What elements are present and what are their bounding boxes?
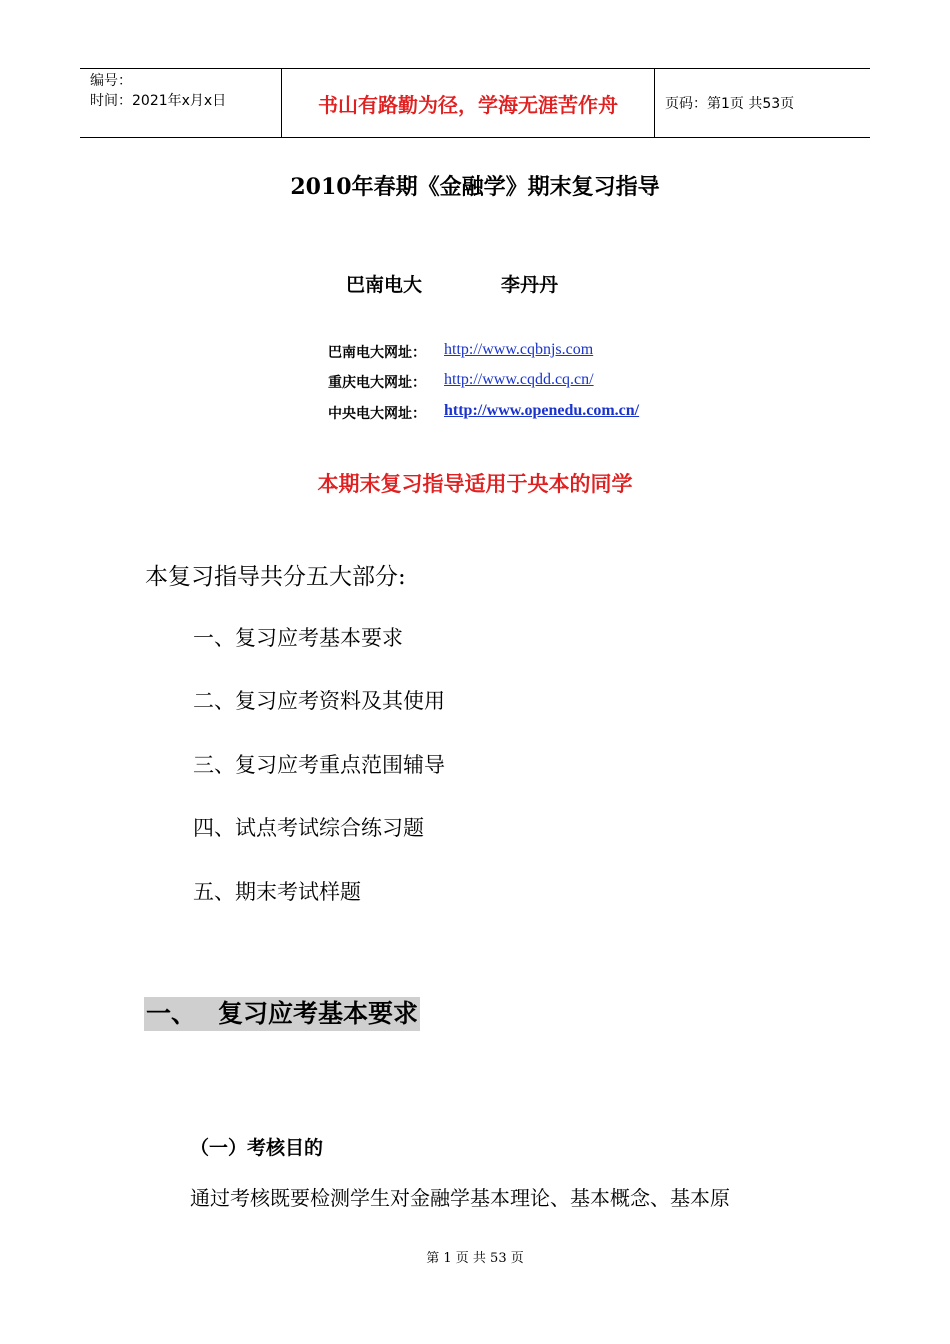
audience-notice: 本期末复习指导适用于央本的同学 [317,472,633,496]
document-title: 2010年春期《金融学》期末复习指导 [290,174,660,200]
header-divider [654,69,655,137]
website-link[interactable]: http://www.openedu.com.cn/ [444,402,640,419]
section-heading [144,997,420,1031]
author-name: 李丹丹 [501,274,559,296]
header-motto: 书山有路勤为径，学海无涯苦作舟 [318,92,618,117]
website-link[interactable]: http://www.cqbnjs.com [444,341,594,358]
page-footer: 第 1 页 共 53 页 [426,1251,524,1266]
code-label: 编号： [90,73,132,89]
header-meta [90,71,226,111]
intro-text: 本复习指导共分五大部分: [145,564,406,590]
website-label: 中央电大网址： [328,406,426,422]
part-item: 三、复习应考重点范围辅导 [193,753,445,777]
part-item: 五、期末考试样题 [193,880,361,904]
website-link[interactable]: http://www.cqdd.cq.cn/ [444,371,594,388]
section-number: 一、 [146,999,197,1028]
part-item: 二、复习应考资料及其使用 [193,689,445,713]
part-item: 四、试点考试综合练习题 [193,816,424,840]
author-school: 巴南电大 [346,274,423,296]
header-page-info: 页码：第1页 共53页 [665,96,795,112]
time-label: 时间：2021年x月x日 [90,93,227,109]
section-title: 复习应考基本要求 [218,999,419,1028]
part-item: 一、复习应考基本要求 [193,626,403,650]
subsection-heading: （一）考核目的 [190,1137,324,1159]
website-label: 巴南电大网址： [328,345,426,361]
body-paragraph: 通过考核既要检测学生对金融学基本理论、基本概念、基本原 [190,1186,730,1210]
document-header [80,68,870,138]
website-label: 重庆电大网址： [328,375,426,391]
